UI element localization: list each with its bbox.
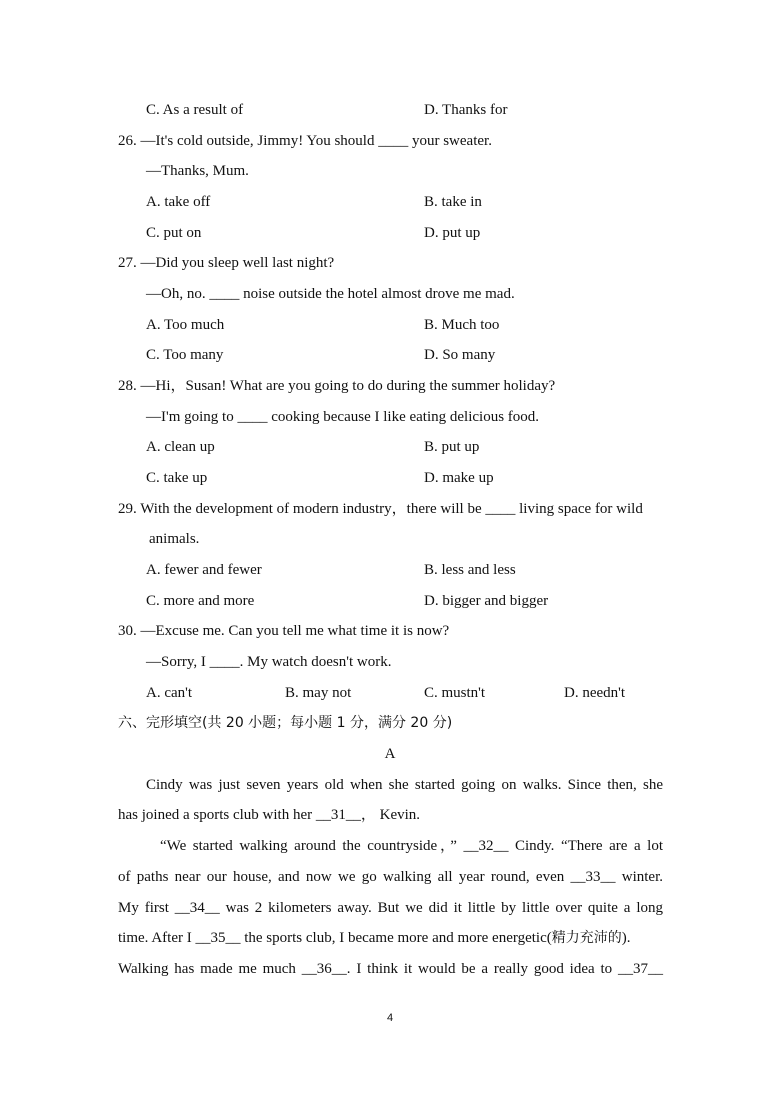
q26-option-a: A. take off — [146, 194, 211, 210]
q30-reply: —Sorry, I ____. My watch doesn't work. — [146, 654, 392, 670]
q30-option-d: D. needn't — [564, 685, 626, 701]
q25-option-d: D. Thanks for — [424, 102, 508, 118]
passage-text: ). — [621, 930, 631, 946]
q26-option-d: D. put up — [424, 225, 481, 241]
q29-option-a: A. fewer and fewer — [146, 562, 262, 578]
q27-option-b: B. Much too — [424, 317, 500, 333]
passage-line: has joined a sports club with her __31__， Kevin. — [118, 807, 421, 823]
q30-stem: 30. —Excuse me. Can you tell me what time it is now? — [118, 623, 450, 639]
q28-reply: —I'm going to ____ cooking because I like eating delicious food. — [146, 409, 540, 425]
page-number: 4 — [386, 1012, 394, 1024]
passage-line: My first __34__ was 2 kilometers away. But we did it little by little over quite a long — [118, 900, 663, 916]
passage-line: of paths near our house, and now we go walking all year round, even __33__ winter. — [118, 869, 663, 885]
q27-option-c: C. Too many — [146, 347, 224, 363]
passage-line: Cindy was just seven years old when she started going on walks. Since then, she — [146, 777, 663, 793]
part-label: A — [384, 746, 396, 762]
q26-stem: 26. —It's cold outside, Jimmy! You should ____ your sweater. — [118, 133, 492, 149]
q29-stem: 29. With the development of modern industry，there will be ____ living space for wild — [118, 501, 643, 517]
q26-option-b: B. take in — [424, 194, 482, 210]
q26-reply: —Thanks, Mum. — [146, 163, 249, 179]
q25-option-c: C. As a result of — [146, 102, 244, 118]
q27-stem: 27. —Did you sleep well last night? — [118, 255, 335, 271]
q29-option-b: B. less and less — [424, 562, 516, 578]
passage-line: Walking has made me much __36__. I think it would be a really good idea to __37__ — [118, 961, 663, 977]
q29-option-d: D. bigger and bigger — [424, 593, 549, 609]
passage-line — [118, 929, 663, 947]
passage-text: time. After I __35__ the sports club, I became more and more energetic( — [118, 930, 552, 946]
section-heading: 六、完形填空(共 20 小题；每小题 1 分，满分 20 分) — [118, 715, 453, 731]
q28-option-a: A. clean up — [146, 439, 215, 455]
q28-option-b: B. put up — [424, 439, 480, 455]
q30-option-b: B. may not — [285, 685, 352, 701]
q27-option-a: A. Too much — [146, 317, 225, 333]
q26-option-c: C. put on — [146, 225, 202, 241]
q28-option-c: C. take up — [146, 470, 208, 486]
q30-option-a: A. can't — [146, 685, 193, 701]
q27-option-d: D. So many — [424, 347, 496, 363]
passage-gloss: 精力充沛的 — [551, 930, 622, 946]
q29-option-c: C. more and more — [146, 593, 255, 609]
passage-line: “We started walking around the countryside，” __32__ Cindy. “There are a lot — [160, 838, 663, 854]
q27-reply: —Oh, no. ____ noise outside the hotel almost drove me mad. — [146, 286, 515, 302]
q30-option-c: C. mustn't — [424, 685, 486, 701]
q28-option-d: D. make up — [424, 470, 494, 486]
q29-stem-continued: animals. — [149, 531, 200, 547]
q28-stem: 28. —Hi，Susan! What are you going to do during the summer holiday? — [118, 378, 556, 394]
